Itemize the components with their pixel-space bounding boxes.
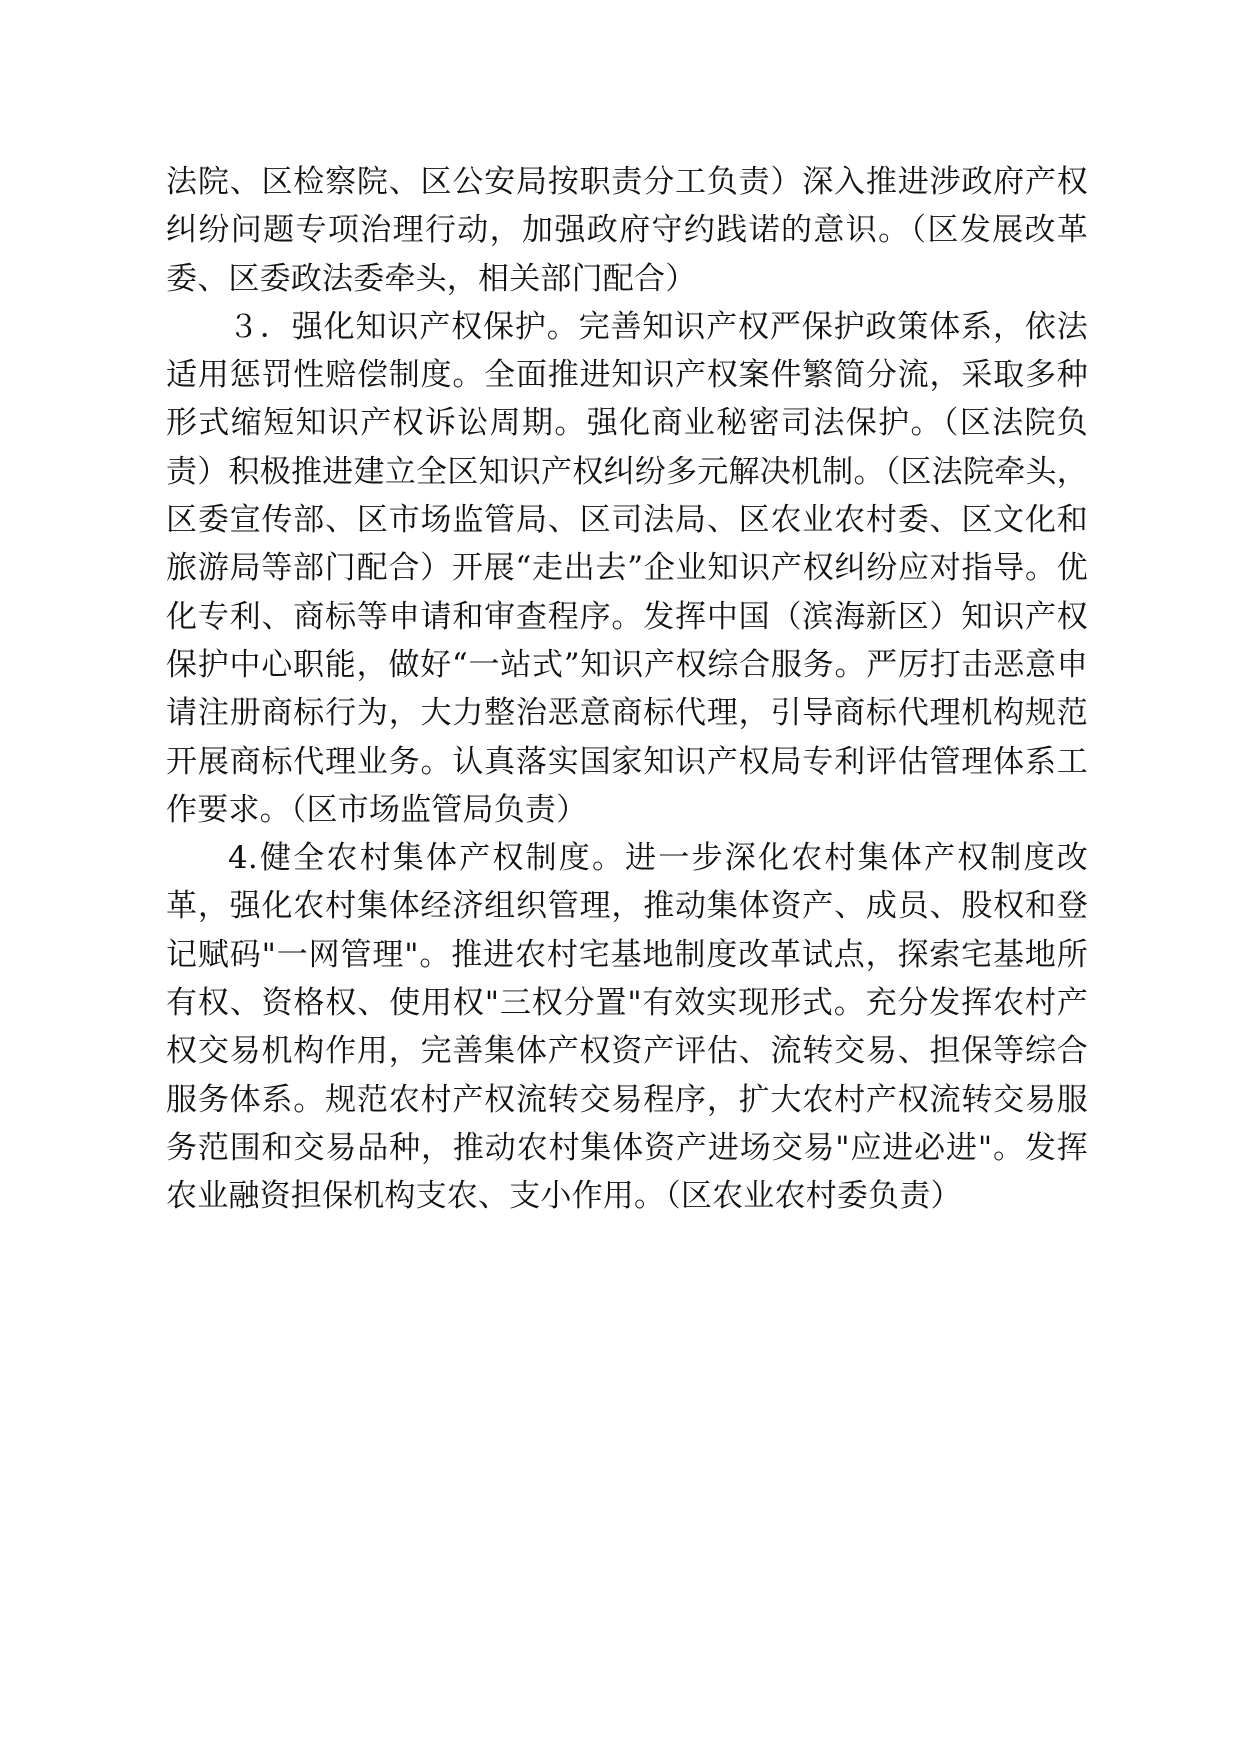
document-body: [166, 158, 1088, 1221]
paragraph-continuation: 法院、区检察院、区公安局按职责分工负责）深入推进涉政府产权纠纷问题专项治理行动，加强政府守约践诺的意识。（区发展改革委、区委政法委牵头，相关部门配合）: [166, 164, 1088, 297]
paragraph-intellectual-property: ３．强化知识产权保护。完善知识产权严保护政策体系，依法适用惩罚性赔偿制度。全面推进知识产权案件繁简分流，采取多种形式缩短知识产权诉讼周期。强化商业秘密司法保护。（区法院负责）积极推进建立全区知识产权纠纷多元解决机制。（区法院牵头，区委宣传部、区市场监管局、区司法局、区农业农村委、区文化和旅游局等部门配合）开展“走出去”企业知识产权纠纷应对指导。优化专利、商标等申请和审查程序。发挥中国（滨海新区）知识产权保护中心职能，做好“一站式”知识产权综合服务。严厉打击恶意申请注册商标行为，大力整治恶意商标代理，引导商标代理机构规范开展商标代理业务。认真落实国家知识产权局专利评估管理体系工作要求。（区市场监管局负责）: [166, 308, 1088, 828]
paragraph-rural-collective-property: 4.健全农村集体产权制度。进一步深化农村集体产权制度改革，强化农村集体经济组织管理，推动集体资产、成员、股权和登记赋码"一网管理"。推进农村宅基地制度改革试点，探索宅基地所有权、资格权、使用权"三权分置"有效实现形式。充分发挥农村产权交易机构作用，完善集体产权资产评估、流转交易、担保等综合服务体系。规范农村产权流转交易程序，扩大农村产权流转交易服务范围和交易品种，推动农村集体资产进场交易"应进必进"。发挥农业融资担保机构支农、支小作用。（区农业农村委负责）: [166, 840, 1088, 1215]
